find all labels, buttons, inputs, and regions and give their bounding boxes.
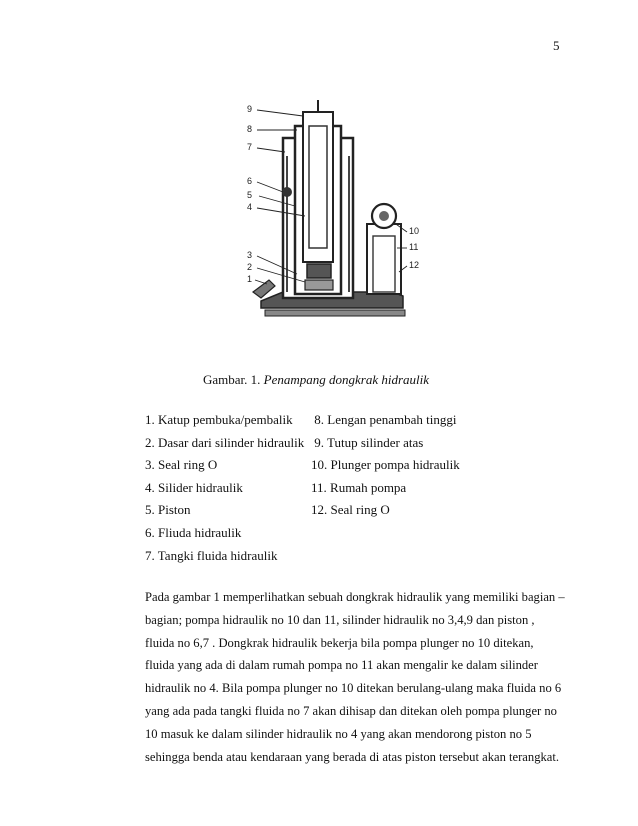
part-item: 4. Silider hidraulik: [145, 479, 243, 495]
callout-label: 3: [247, 250, 253, 260]
part-item: 5. Piston: [145, 502, 191, 518]
callout-label: 12: [409, 260, 420, 270]
caption-prefix: Gambar. 1.: [203, 372, 261, 387]
part-item: 12. Seal ring O: [311, 502, 390, 518]
paragraph-line: 10 masuk ke dalam silinder hidraulik no 4 yang akan mendorong piston no 5: [145, 726, 532, 741]
paragraph-line: Pada gambar 1 memperlihatkan sebuah dongkrak hidraulik yang memiliki bagian –: [145, 590, 565, 604]
paragraph-line: yang ada pada tangki fluida no 7 akan dihisap dan ditekan oleh pompa plunger no: [145, 703, 557, 718]
callout-label: 1: [247, 274, 253, 284]
callout-label: 11: [409, 242, 419, 252]
part-item: 10. Plunger pompa hidraulik: [311, 457, 460, 473]
callout-label: 8: [247, 124, 253, 134]
part-item: 9. Tutup silinder atas: [311, 434, 424, 450]
paragraph-line: bagian; pompa hidraulik no 10 dan 11, silinder hidraulik no 3,4,9 dan piston ,: [145, 612, 535, 627]
paragraph-line: hidraulik no 4. Bila pompa plunger no 10 ditekan berulang-ulang maka fluida no 6: [145, 681, 562, 696]
page-number: 5: [553, 38, 560, 53]
parts-list-right: [311, 409, 460, 522]
part-item: 11. Rumah pompa: [311, 479, 407, 495]
parts-list-left: [145, 409, 304, 567]
ram-extension: [303, 112, 333, 262]
callout-label: 2: [247, 262, 253, 272]
paragraph-line: sehingga benda atau kendaraan yang berada di atas piston tersebut akan terangkat.: [145, 749, 560, 764]
figure-caption: [203, 372, 429, 388]
part-item: 8. Lengan penambah tinggi: [311, 412, 457, 427]
callout-label: 6: [247, 176, 253, 186]
part-item: 3. Seal ring O: [145, 457, 218, 473]
callout-label: 10: [409, 226, 420, 236]
body-paragraph: [145, 586, 575, 768]
part-item: 7. Tangki fluida hidraulik: [145, 547, 278, 563]
hydraulic-jack-diagram: [243, 96, 443, 328]
paragraph-line: fluida no 6,7 . Dongkrak hidraulik bekerja bila pompa plunger no 10 ditekan,: [145, 635, 534, 650]
part-item: 1. Katup pembuka/pembalik: [145, 412, 293, 427]
callout-label: 7: [247, 142, 253, 152]
caption-title: Penampang dongkrak hidraulik: [263, 372, 430, 387]
pump-housing: [367, 224, 401, 294]
piston: [307, 264, 331, 278]
callout-label: 9: [247, 104, 253, 114]
part-item: 2. Dasar dari silinder hidraulik: [145, 434, 305, 450]
callout-label: 5: [247, 190, 253, 200]
part-item: 6. Fliuda hidraulik: [145, 524, 242, 540]
callout-label: 4: [247, 202, 253, 212]
paragraph-line: fluida yang ada di dalam rumah pompa no 11 akan mengalir ke dalam silinder: [145, 658, 538, 673]
